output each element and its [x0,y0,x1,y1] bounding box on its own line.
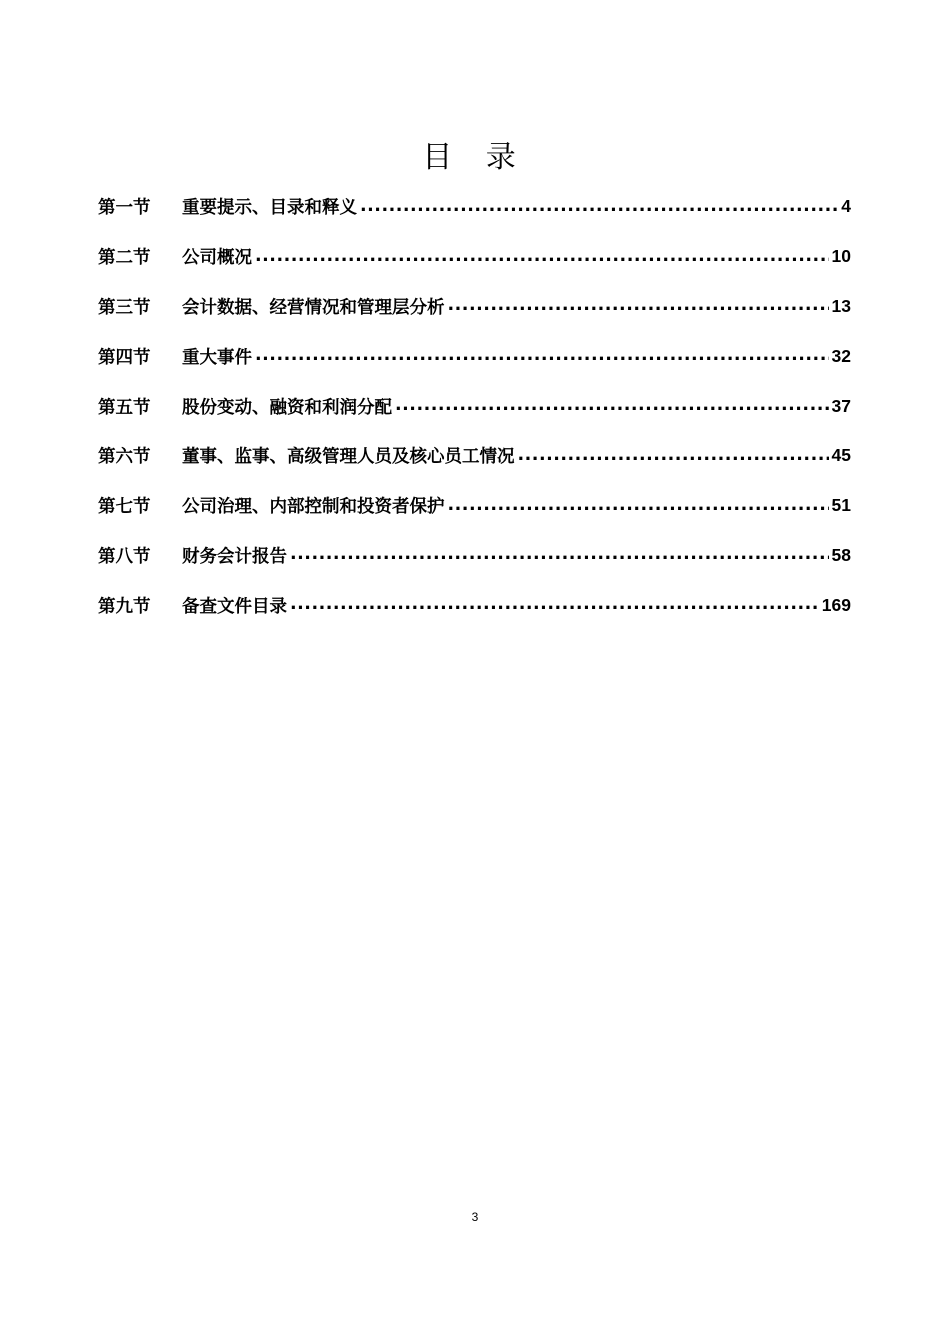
footer-page-number: 3 [471,1210,479,1224]
toc-page-number: 45 [831,445,851,466]
toc-entry[interactable] [98,331,851,381]
toc-section-label: 第三节 [98,297,151,318]
toc-section-label: 第七节 [98,497,151,518]
toc-dot-leader [360,196,838,218]
toc-dot-leader [448,495,829,517]
table-of-contents [98,182,851,630]
toc-entry-title: 公司治理、内部控制和投资者保护 [182,497,445,518]
toc-entry[interactable] [98,232,851,282]
toc-entry-title: 股份变动、融资和利润分配 [182,397,392,418]
toc-page-number: 32 [831,345,851,366]
toc-entry-title: 备查文件目录 [182,596,287,617]
toc-dot-leader [290,544,829,566]
page-title: 目 录 [422,140,528,176]
toc-page-number: 13 [831,295,851,316]
toc-section-label: 第九节 [98,596,151,617]
toc-entry[interactable] [98,580,851,630]
toc-entry[interactable] [98,531,851,581]
toc-page-number: 10 [831,246,851,267]
toc-dot-leader [395,395,829,417]
toc-entry[interactable] [98,182,851,232]
toc-entry[interactable] [98,431,851,481]
toc-section-label: 第二节 [98,248,151,269]
toc-entry-title: 公司概况 [182,248,252,269]
toc-dot-leader [448,295,829,317]
toc-entry[interactable] [98,381,851,431]
toc-page-number: 37 [831,395,851,416]
toc-section-label: 第一节 [98,198,151,219]
toc-section-label: 第六节 [98,447,151,468]
toc-entry-title: 重要提示、目录和释义 [182,198,357,219]
toc-entry-title: 重大事件 [182,347,252,368]
toc-section-label: 第八节 [98,546,151,567]
toc-section-label: 第四节 [98,347,151,368]
toc-page-number: 51 [831,495,851,516]
toc-entry-title: 财务会计报告 [182,546,287,567]
toc-dot-leader [255,345,829,367]
toc-entry[interactable] [98,481,851,531]
toc-dot-leader [290,594,819,616]
toc-dot-leader [255,246,829,268]
toc-section-label: 第五节 [98,397,151,418]
toc-entry-title: 董事、监事、高级管理人员及核心员工情况 [182,447,515,468]
toc-entry-title: 会计数据、经营情况和管理层分析 [182,297,445,318]
toc-page-number: 58 [831,544,851,565]
toc-entry[interactable] [98,282,851,332]
toc-page-number: 169 [821,594,851,615]
toc-dot-leader [518,445,829,467]
toc-page-number: 4 [841,196,851,217]
